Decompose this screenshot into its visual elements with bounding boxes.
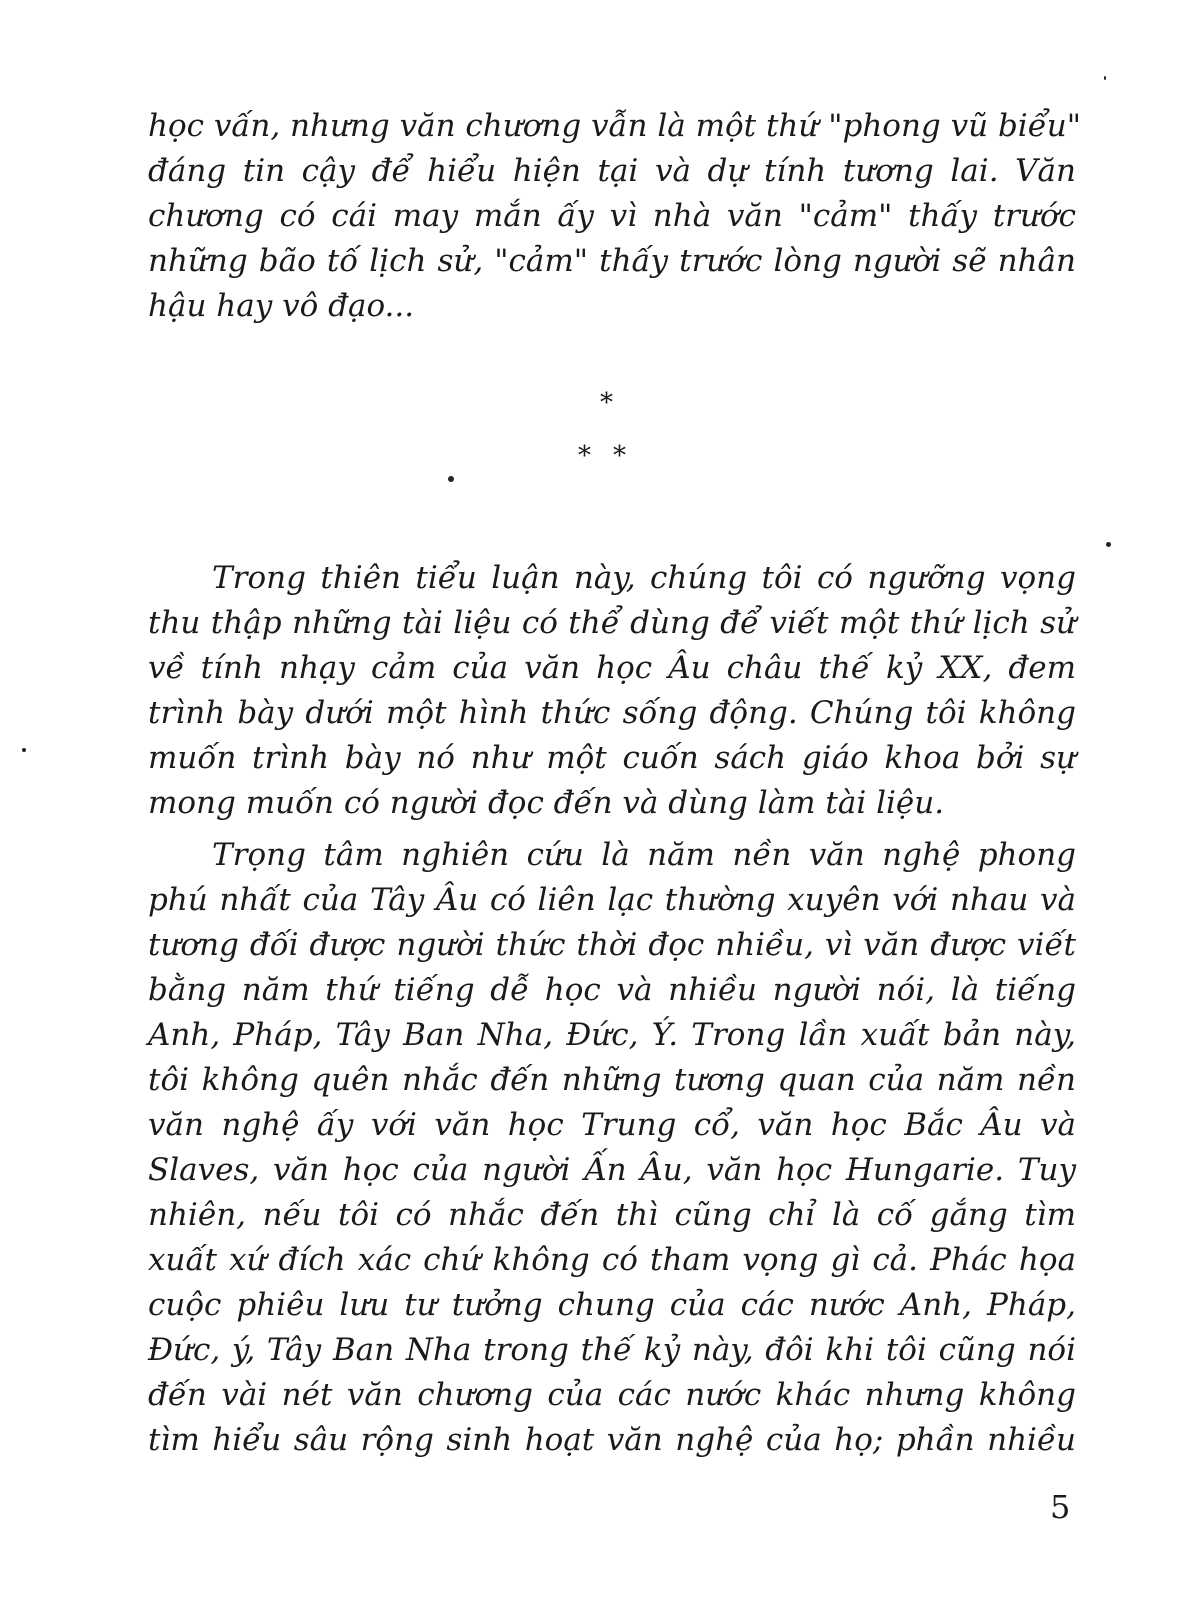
text-line: văn nghệ ấy với văn học Trung cổ, văn học Bắc Âu và xyxy=(148,1107,1076,1143)
text-line: bằng năm thứ tiếng dễ học và nhiều người nói, là tiếng xyxy=(148,972,1076,1008)
text-line: Trong thiên tiểu luận này, chúng tôi có ngưỡng vọng xyxy=(212,560,1076,596)
text-line: hậu hay vô đạo... xyxy=(148,288,415,324)
top-paragraph xyxy=(148,104,1081,329)
text-line: xuất xứ đích xác chứ không có tham vọng gì cả. Phác họa xyxy=(148,1242,1076,1278)
text-line: đáng tin cậy để hiểu hiện tại và dự tính tương lai. Văn xyxy=(148,153,1076,189)
text-line: trình bày dưới một hình thức sống động. Chúng tôi không xyxy=(148,695,1076,731)
text-line: Đức, ý, Tây Ban Nha trong thế kỷ này, đôi khi tôi cũng nói xyxy=(148,1332,1076,1368)
text-line: cuộc phiêu lưu tư tưởng chung của các nước Anh, Pháp, xyxy=(148,1287,1076,1323)
section-separator-asterisks: ** xyxy=(578,441,648,471)
text-line: tôi không quên nhắc đến những tương quan của năm nền xyxy=(148,1062,1076,1098)
text-line: thu thập những tài liệu có thể dùng để viết một thứ lịch sử xyxy=(148,605,1076,641)
page-number: 5 xyxy=(1050,1488,1071,1526)
text-line: chương có cái may mắn ấy vì nhà văn "cảm" thấy trước xyxy=(148,198,1076,234)
text-line: những bão tố lịch sử, "cảm" thấy trước lòng người sẽ nhân xyxy=(148,243,1076,279)
text-line: đến vài nét văn chương của các nước khác nhưng không xyxy=(148,1377,1076,1413)
text-line: muốn trình bày nó như một cuốn sách giáo khoa bởi sự xyxy=(148,740,1076,776)
text-line: tương đối được người thức thời đọc nhiều, vì văn được viết xyxy=(148,927,1076,963)
text-line: học vấn, nhưng văn chương vẫn là một thứ "phong vũ biểu" xyxy=(148,108,1081,144)
text-line: tìm hiểu sâu rộng sinh hoạt văn nghệ của họ; phần nhiều xyxy=(148,1422,1076,1458)
text-line: mong muốn có người đọc đến và dùng làm tài liệu. xyxy=(148,785,945,821)
paragraph-focus xyxy=(148,833,1076,1463)
scan-speck xyxy=(1106,542,1111,547)
scan-speck xyxy=(1104,76,1106,80)
text-line: Trọng tâm nghiên cứu là năm nền văn nghệ phong xyxy=(212,837,1076,873)
paragraph-introduction xyxy=(148,556,1076,826)
text-line: về tính nhạy cảm của văn học Âu châu thế kỷ XX, đem xyxy=(148,650,1076,686)
text-line: phú nhất của Tây Âu có liên lạc thường xuyên với nhau và xyxy=(148,882,1076,918)
scan-speck xyxy=(448,476,454,482)
section-separator-asterisk: * xyxy=(600,388,613,418)
scan-speck xyxy=(22,748,26,752)
text-line: nhiên, nếu tôi có nhắc đến thì cũng chỉ là cố gắng tìm xyxy=(148,1197,1076,1233)
text-line: Slaves, văn học của người Ấn Âu, văn học Hungarie. Tuy xyxy=(148,1152,1076,1188)
text-line: Anh, Pháp, Tây Ban Nha, Đức, Ý. Trong lần xuất bản này, xyxy=(148,1017,1076,1053)
